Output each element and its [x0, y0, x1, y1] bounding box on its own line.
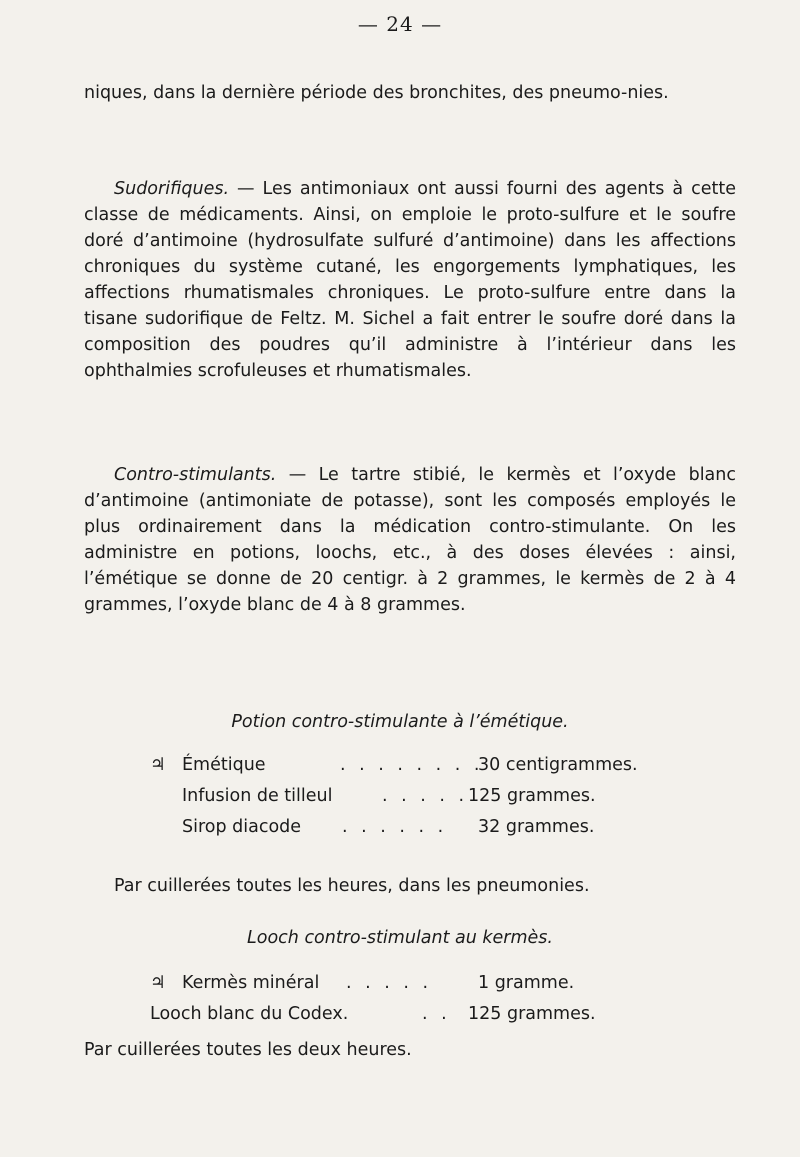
sudorifiques-paragraph: [84, 176, 736, 384]
recipe2-item-dots: . .: [422, 1004, 451, 1024]
sudorifiques-label: Sudorifiques.: [114, 179, 230, 199]
contro-stimulants-paragraph: [84, 462, 736, 618]
recipe1-item-name: Infusion de tilleul: [182, 786, 333, 806]
recipe1-item: [150, 750, 750, 781]
recipe2-item-qty: 125 grammes.: [468, 1004, 596, 1024]
recipe1-item-qty: 30 centigrammes.: [478, 755, 638, 775]
recipe1-item: [150, 812, 750, 843]
contro-stimulants-label: Contro-stimulants.: [114, 465, 277, 485]
recipe1-item: [150, 781, 750, 812]
recipe2-item: [150, 968, 750, 999]
recipe1-item-dots: . . . . . .: [342, 817, 448, 837]
recipe1-item-dots: . . . . . . . .: [340, 755, 484, 775]
continuation-paragraph: niques, dans la dernière période des bronchites, des pneumo-nies.: [84, 83, 669, 103]
recipe2-item-dots: . . . . .: [346, 973, 433, 993]
recipe1-item-qty: 32 grammes.: [478, 817, 595, 837]
recipe1-item-qty: 125 grammes.: [468, 786, 596, 806]
recipe2-item-name: Kermès minéral: [182, 973, 320, 993]
page-number: — 24 —: [357, 12, 443, 36]
recipe2-item-qty: 1 gramme.: [478, 973, 575, 993]
recipe2-title: Looch contro-stimulant au kermès.: [247, 928, 553, 948]
recipe1-list: [150, 750, 750, 843]
recipe2-item: [150, 999, 750, 1030]
recipe1-item-dots: . . . . .: [382, 786, 469, 806]
recipe1-item-name: Sirop diacode: [182, 817, 302, 837]
recipe-symbol-icon: ♃: [150, 973, 166, 993]
recipe2-item-name: Looch blanc du Codex.: [150, 1004, 349, 1024]
recipe2-instruction: Par cuillerées toutes les deux heures.: [84, 1040, 412, 1060]
recipe2-list: [150, 968, 750, 1030]
recipe1-title: Potion contro-stimulante à l’émétique.: [231, 712, 569, 732]
recipe1-instruction: Par cuillerées toutes les heures, dans les pneumonies.: [114, 876, 590, 896]
recipe-symbol-icon: ♃: [150, 755, 166, 775]
recipe1-item-name: Émétique: [182, 755, 266, 775]
contro-stimulants-text: — Le tartre stibié, le kermès et l’oxyde blanc d’antimoine (antimoniate de potasse), sont les composés employés le plus ordinairement dans la médication contro-stimulante. On les administre en potions, loochs, etc., à des doses élevées : ainsi, l’émétique se donne de 20 centigr. à 2 grammes, le kermès de 2 à 4 grammes, l’oxyde blanc de 4 à 8 grammes.: [84, 465, 736, 615]
sudorifiques-text: — Les antimoniaux ont aussi fourni des agents à cette classe de médicaments. Ainsi, on emploie le proto-sulfure et le soufre doré d’antimoine (hydrosulfate sulfuré d’antimoine) dans les affections chroniques du système cutané, les engorgements lymphatiques, les affections rhumatismales chroniques. Le proto-sulfure entre dans la tisane sudorifique de Feltz. M. Sichel a fait entrer le soufre doré dans la composition des poudres qu’il administre à l’intérieur dans les ophthalmies scrofuleuses et rhumatismales.: [84, 179, 736, 381]
